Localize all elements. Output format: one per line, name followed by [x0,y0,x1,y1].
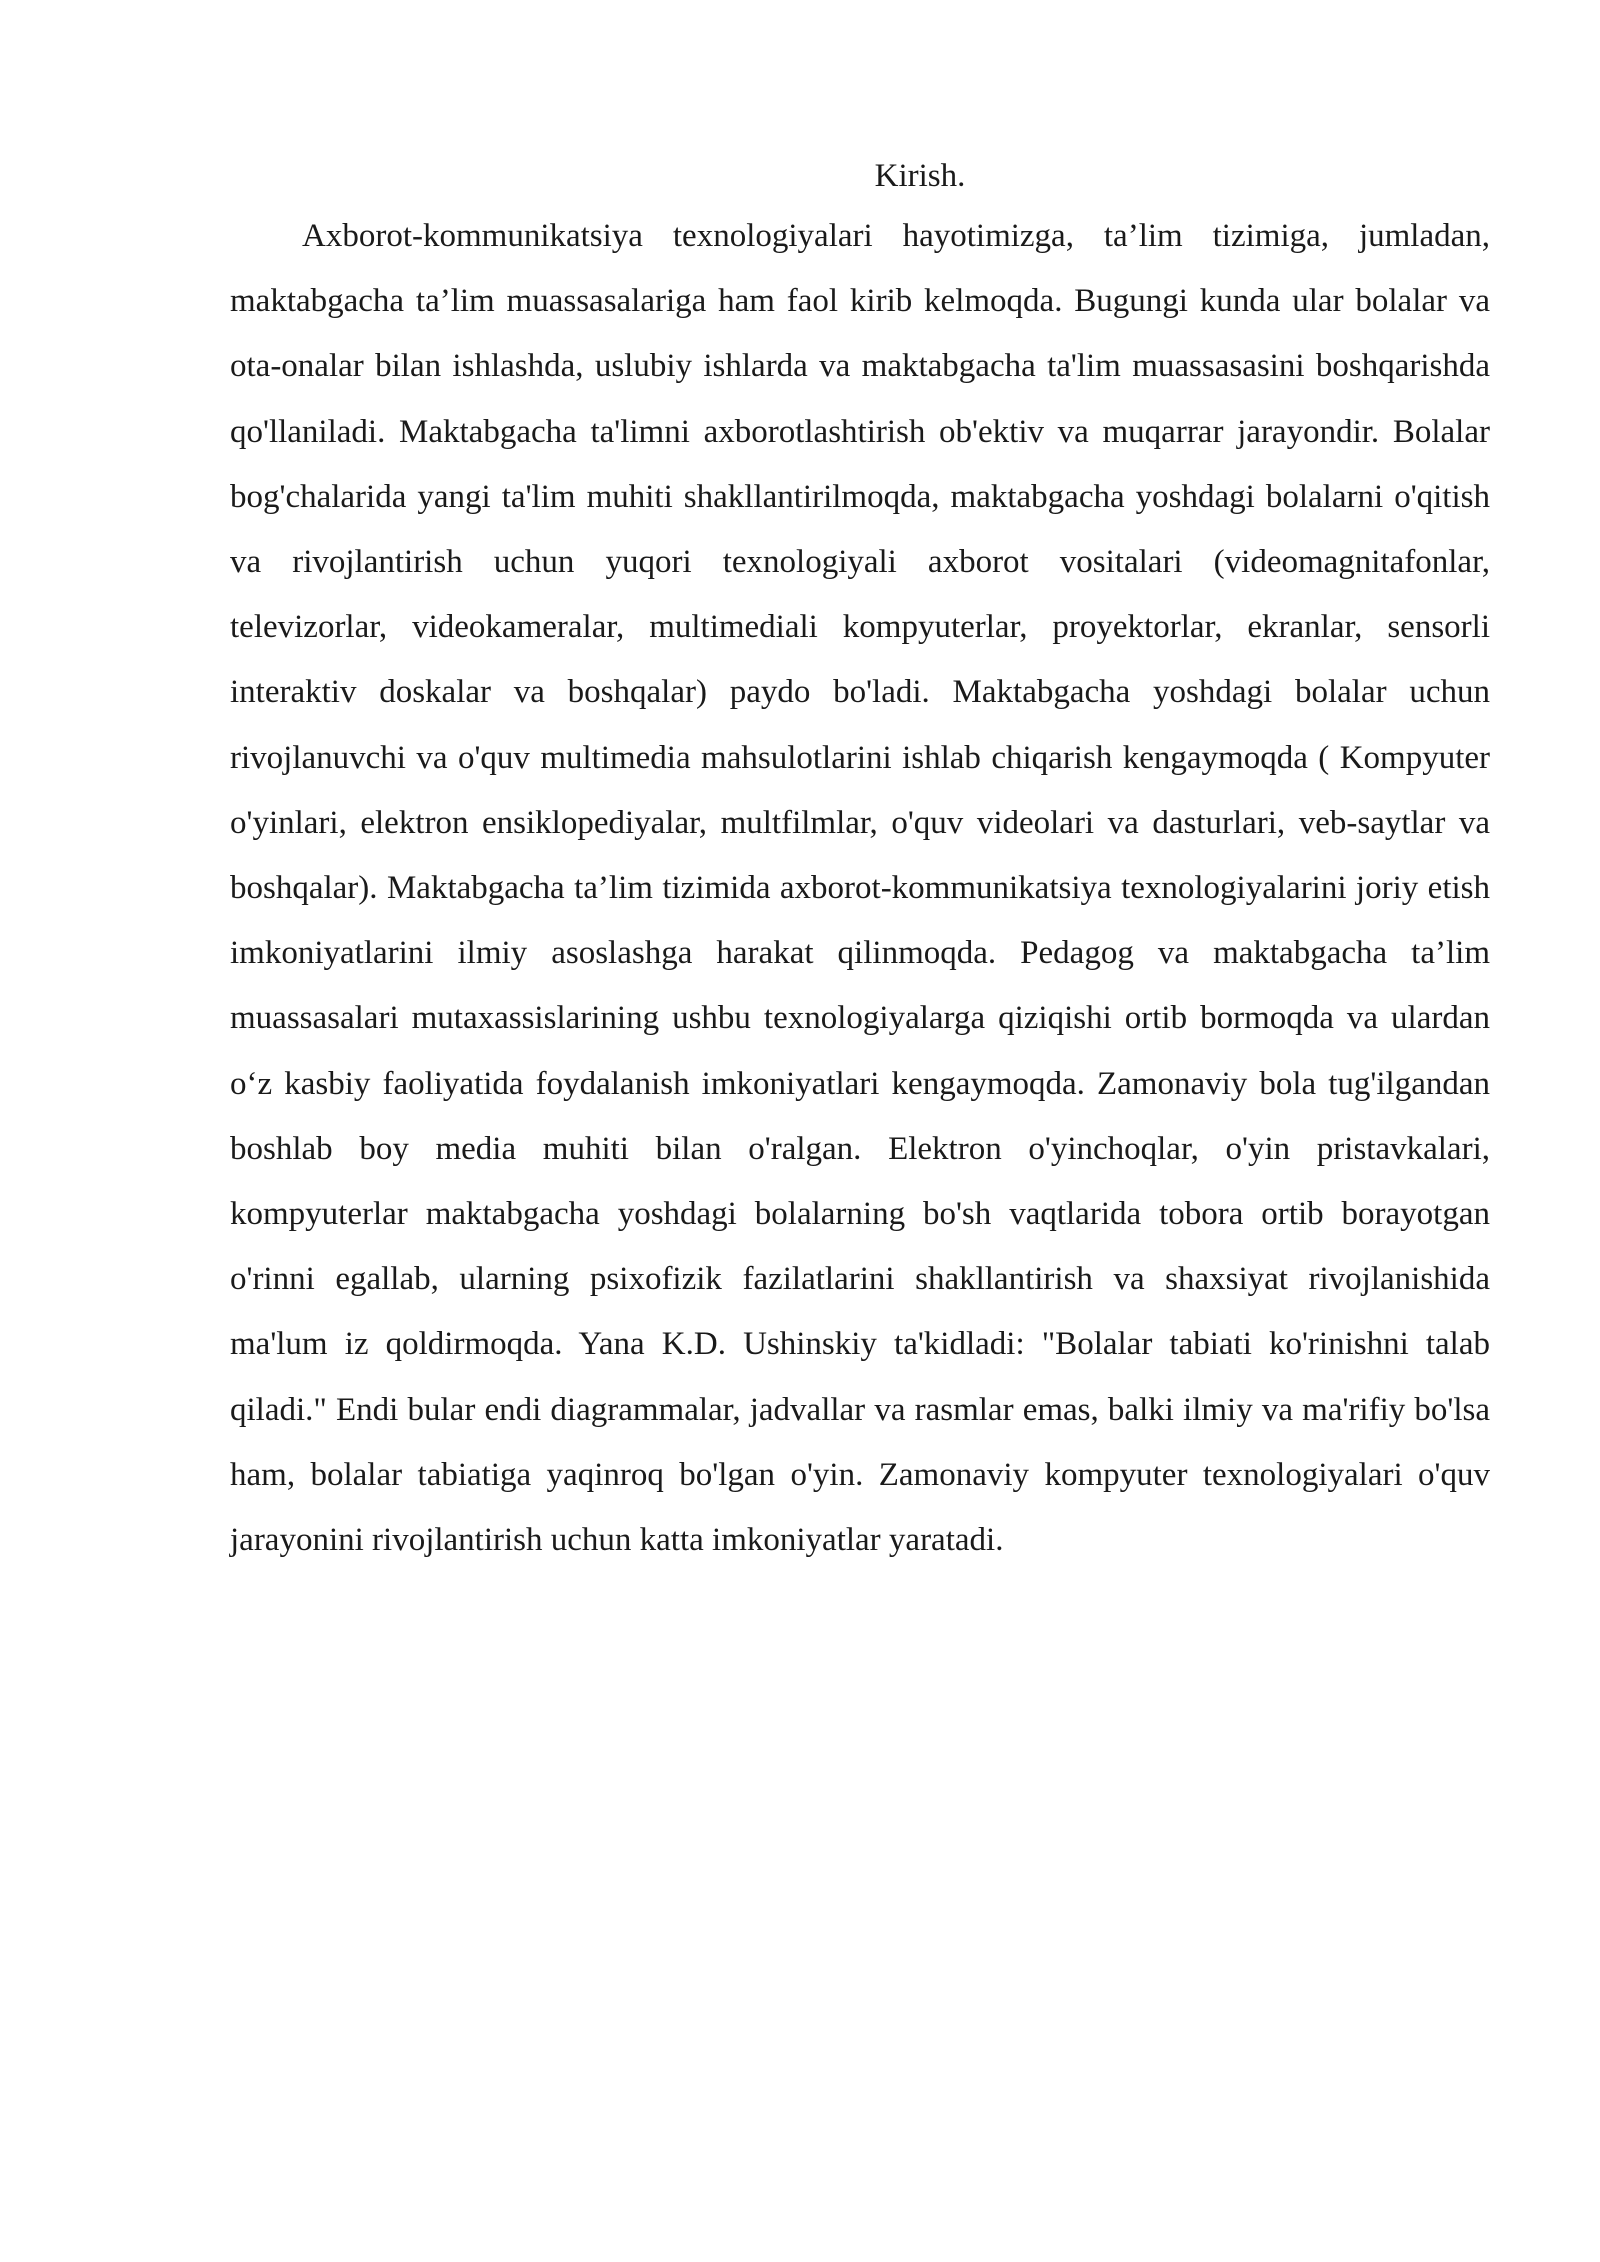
document-title: Kirish. [874,158,966,194]
body-paragraph: Axborot-kommunikatsiya texnologiyalari hayotimizga, ta’lim tizimiga, jumladan, maktabgacha ta’lim muassasalariga ham faol kirib kelmoqda. Bugungi kunda ular bolalar va ota-onalar bilan ishlashda, uslubiy ishlarda va maktabgacha ta'lim muassasasini boshqarishda qo'llaniladi. Maktabgacha ta'limni axborotlashtirish ob'ektiv va muqarrar jarayondir. Bolalar bog'chalarida yangi ta'lim muhiti shakllantirilmoqda, maktabgacha yoshdagi bolalarni o'qitish va rivojlantirish uchun yuqori texnologiyali axborot vositalari (videomagnitafonlar, televizorlar, videokameralar, multimediali kompyuterlar, proyektorlar, ekranlar, sensorli interaktiv doskalar va boshqalar) paydo bo'ladi. Maktabgacha yoshdagi bolalar uchun rivojlanuvchi va o'quv multimedia mahsulotlarini ishlab chiqarish kengaymoqda ( Kompyuter o'yinlari, elektron ensiklopediyalar, multfilmlar, o'quv videolari va dasturlari, veb-saytlar va boshqalar). Maktabgacha ta’lim tizimida axborot-kommunikatsiya texnologiyalarini joriy etish imkoniyatlarini ilmiy asoslashga harakat qilinmoqda. Pedagog va maktabgacha ta’lim muassasalari mutaxassislarining ushbu texnologiyalarga qiziqishi ortib bormoqda va ulardan o‘z kasbiy faoliyatida foydalanish imkoniyatlari kengaymoqda. Zamonaviy bola tug'ilgandan boshlab boy media muhiti bilan o'ralgan. Elektron o'yinchoqlar, o'yin pristavkalari, kompyuterlar maktabgacha yoshdagi bolalarning bo'sh vaqtlarida tobora ortib borayotgan o'rinni egallab, ularning psixofizik fazilatlarini shakllantirish va shaxsiyat rivojlanishida ma'lum iz qoldirmoqda. Yana K.D. Ushinskiy ta'kidladi: "Bolalar tabiati ko'rinishni talab qiladi." Endi bular endi diagrammalar, jadvallar va rasmlar emas, balki ilmiy va ma'rifiy bo'lsa ham, bolalar tabiatiga yaqinroq bo'lgan o'yin. Zamonaviy kompyuter texnologiyalari o'quv jarayonini rivojlantirish uchun katta imkoniyatlar yaratadi. [230,218,1490,1559]
document-body [230,148,1490,1573]
